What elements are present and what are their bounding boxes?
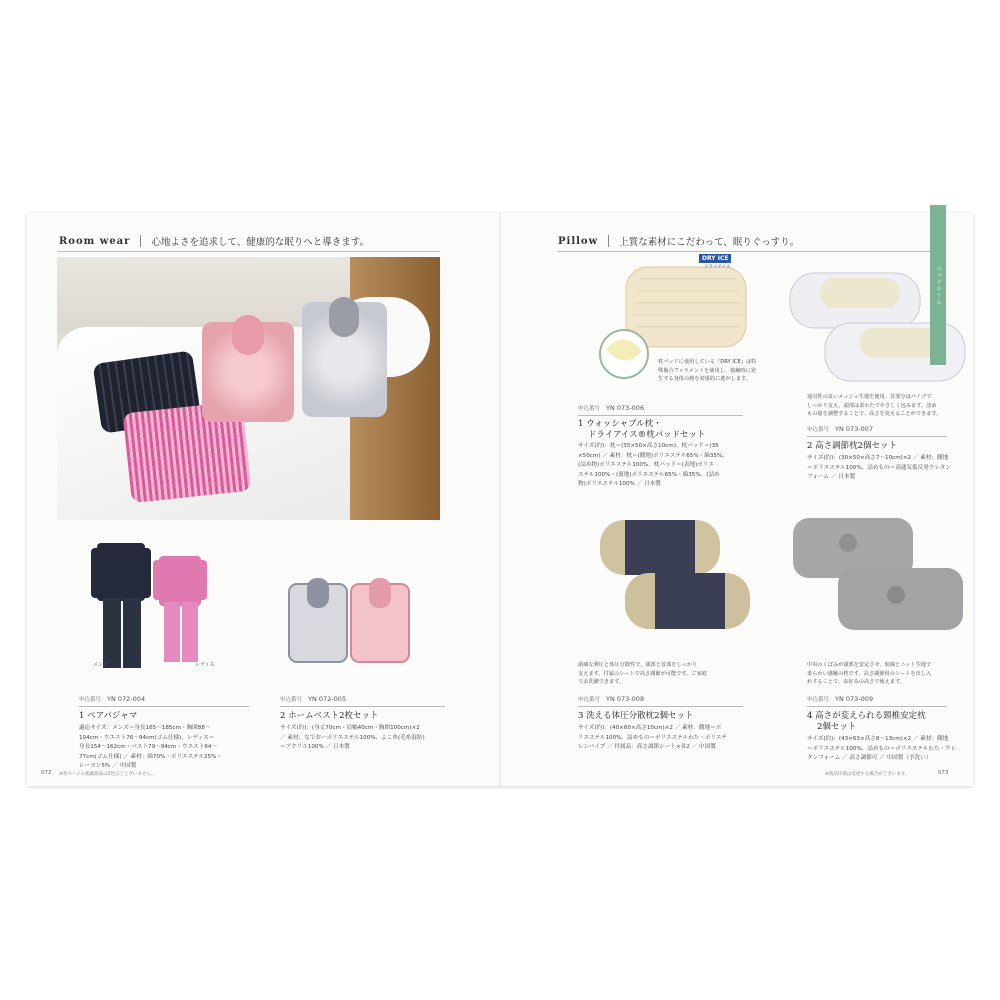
section-title-jp: 上質な素材にこだわって、眠りぐっすり。 [619,237,800,248]
dry-ice-logo-sub: ドライアイス [704,265,731,270]
home-vest-image [285,576,415,666]
footnote: ※商品仕様は変更する場合がございます。 [825,772,910,777]
product-code-line [807,425,873,433]
section-divider [140,235,141,247]
product-desc: サイズ(約)：(40×60×高さ10cm)×2 ／ 素材：側地＝ポ リエステル100%、詰めもの＝ポリエステルわた・ポリエチ レンパイプ ／ 付属品：高さ調節シート×各2 ／ 中国製 [578,725,728,750]
page-number: 073 [938,770,949,776]
callout-text: 頭痛な弾圧と体圧分散性で、頭部と首部をしっかり 支えます。付属のシートで高さ調節が可能です。ご家庭 でお洗濯できます。 [578,662,707,685]
dry-ice-logo: DRY ICE [699,254,731,263]
pressure-pillow-image [595,515,755,635]
product-code: YN 073-009 [835,695,874,703]
code-label: 申込番号 [79,697,102,703]
label-mens: メンズ [93,662,108,668]
code-rule [578,706,743,707]
section-divider [608,235,609,247]
product-desc: サイズ(約)：(身丈70cm・肩幅40cm・胸囲100cm)×2 ／ 素材：なでおーポリエステル100%、よこ糸(毛糸混紡) ＝アクリル100% ／ 日本製 [280,725,425,750]
callout-text: 枕パッドに使用している『DRY ICE』は特 殊複合フィラメントを使用し、接触時に発 生する身体の熱を効果的に逃がします。 [658,359,757,382]
section-rule [57,251,440,252]
code-rule [807,436,947,437]
product-code-line [79,695,145,703]
product-code-line [807,695,873,703]
code-label: 申込番号 [807,427,830,433]
left-page [27,213,500,786]
product-desc: サイズ(約)：(30×50×高さ7〜10cm)×2 ／ 素材：側地 ＝ポリエステル100%、詰めもの＝高通気低反発ウレタン フォーム ／ 日本製 [807,455,951,480]
code-label: 申込番号 [280,697,303,703]
code-rule [79,706,249,707]
right-page [500,213,973,786]
product-code-line [280,695,346,703]
product-name: 2 高さ調節枕2個セット [807,441,898,451]
side-tab-label: ベッドルーム [935,265,941,305]
cervical-pillow-image [788,513,968,638]
catalog-spread [27,213,973,786]
product-name: 3 洗える体圧分散枕2個セット [578,711,694,721]
section-header-roomwear [59,233,369,249]
footnote: ※各ページの掲載商品は2色以上ございません。 [59,772,156,777]
section-title-en: Pillow [558,235,599,247]
product-code-line [578,695,644,703]
code-label: 申込番号 [807,697,830,703]
callout-text: 通気性の良いメッシュ生地を使用。首部分はパイプで しっかり支え、頭部は柔わたでやさしく包みます。詰め もの量を調整することで、高さを変えることができます。 [807,394,942,417]
product-code: YN 073-006 [606,404,645,412]
category-side-tab [930,205,946,365]
page-number: 072 [41,770,52,776]
pink-vest-collar [232,315,264,355]
code-rule [807,706,947,707]
pair-pajama-image [89,538,209,673]
product-desc: 適応サイズ：メンズ＝身長165〜185cm・胸囲88〜 104cm・ウエスト76〜94cm(ゴム仕様)、レディス＝ 身長154〜162cm・バスト79〜94cm・ウエスト64〜 77cm(ゴム仕様) ／ 素材：綿70%・ポリエステル25%・ レーヨン5% ／ 中国製 [79,725,223,769]
section-title-en: Room wear [59,235,131,247]
gray-vest-collar [329,297,359,337]
section-rule [558,251,942,252]
label-ladies: レディス [195,662,215,668]
section-title-jp: 心地よさを追求して、健康的な眠りへと導きます。 [151,237,369,248]
code-label: 申込番号 [578,697,601,703]
product-code: YN 073-008 [606,695,645,703]
callout-text: 中央のくぼみが頭部を安定させ、航線とニット生地で 柔らかい感触の枕です。高さ調節用のシートを出し入 れすることで、お好みの高さで使えます。 [807,662,932,685]
product-code-line [578,404,644,412]
product-name: 1 ペアパジャマ [79,711,138,721]
product-desc: サイズ(約)：枕＝(35×50×高さ10cm)、枕パッド＝(35 ×50cm) ／ 素材：枕＝(側地)ポリエステル65%・綿35%、 (詰め物)ポリエステル100%、枕パッド＝(表地)ポリエ ステル100%・(裏地)ポリエステル65%・綿35%、(詰め 物)ポリエステル100% ／ 日本製 [578,443,728,487]
section-header-pillow [558,233,799,249]
product-name: 4 高さが変えられる頸椎安定枕 2個セット [807,711,926,732]
product-code: YN 073-007 [835,425,874,433]
code-label: 申込番号 [578,406,601,412]
product-name: 1 ウォッシャブル枕・ ドライアイス®枕パッドセット [578,419,706,440]
bedroom-photo [57,257,440,520]
code-rule [578,415,743,416]
product-desc: サイズ(約)：(43×63×高さ8〜13cm)×2 ／ 素材：側地 ＝ポリエステル100%、詰めもの＝ポリエステルわた・ウレ タンフォーム ／ 高さ調節可 ／ 中国製（予洗い） [807,736,957,761]
product-code: YN 072-005 [308,695,347,703]
product-name: 2 ホームベスト2枚セット [280,711,379,721]
product-code: YN 072-004 [107,695,146,703]
code-rule [280,706,445,707]
